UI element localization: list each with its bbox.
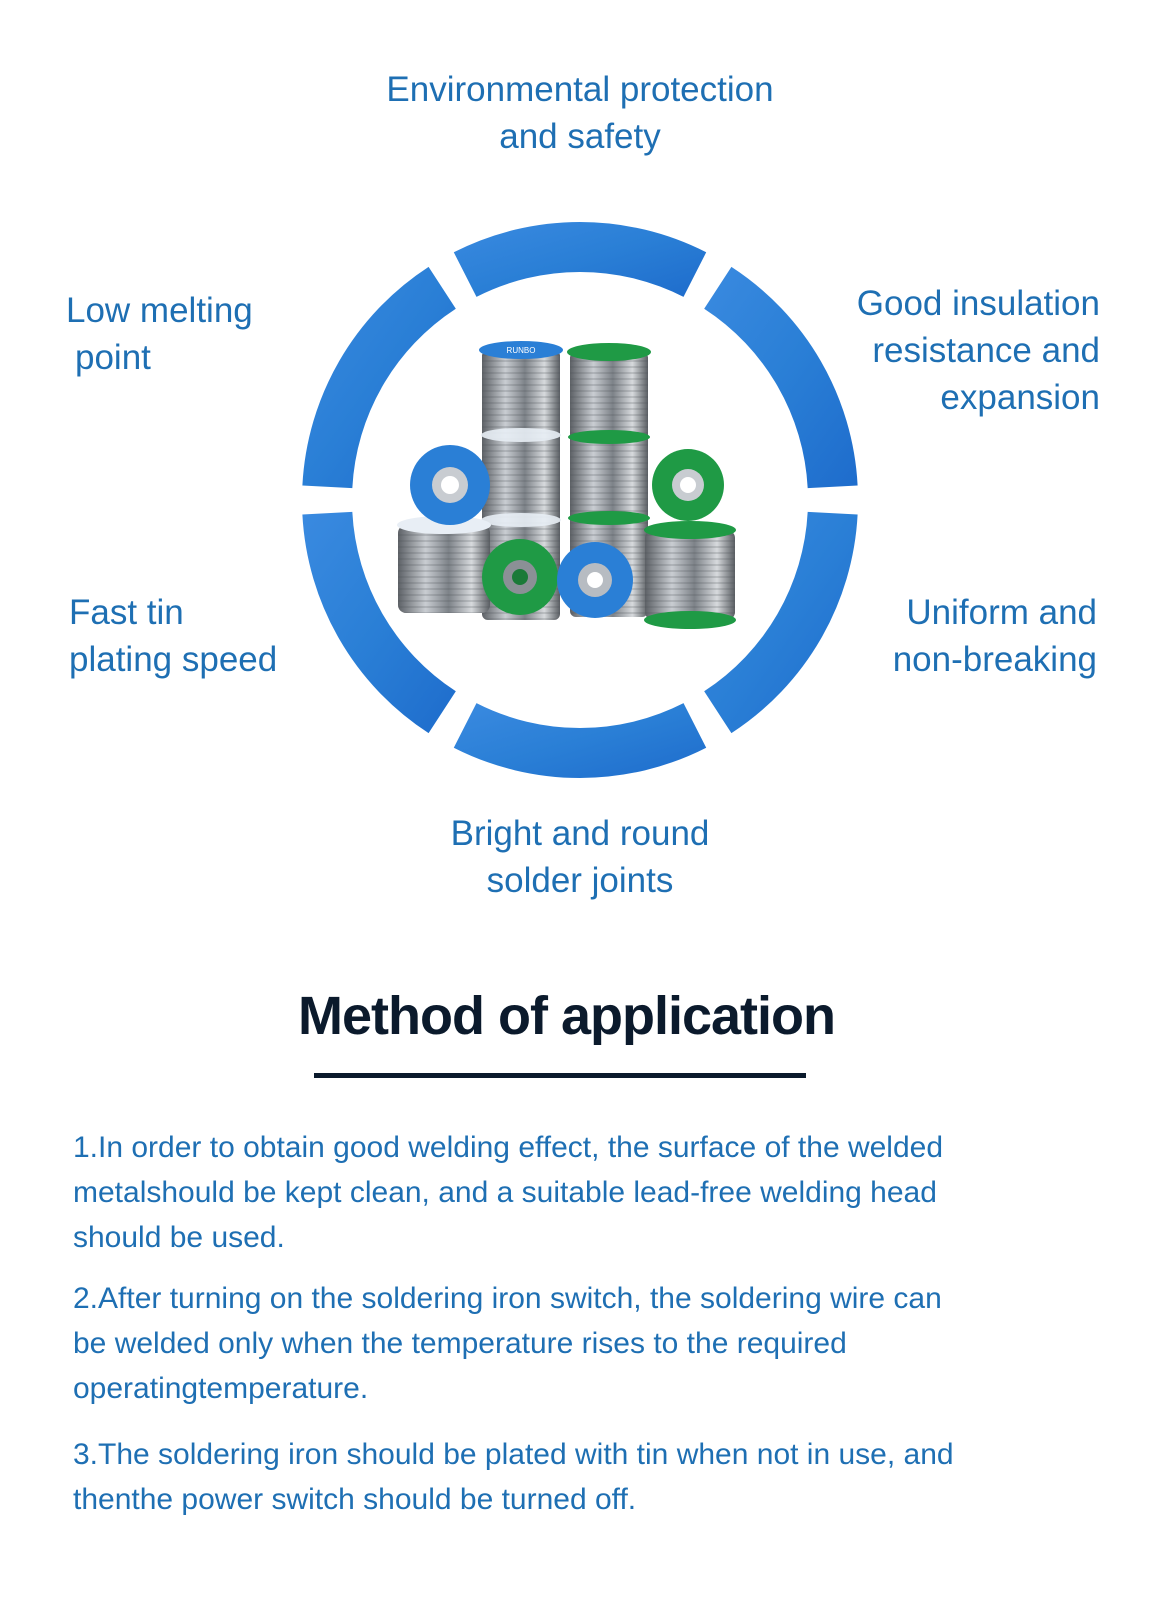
method-step-1 (73, 1125, 1073, 1260)
feature-line: Fast tin (69, 593, 184, 632)
spool-brand-label: RUNBO (506, 346, 536, 355)
step-line: 3.The soldering iron should be plated with tin when not in use, and (73, 1438, 954, 1471)
section-title: Method of application (298, 986, 835, 1046)
step-line: thenthe power switch should be turned off. (73, 1483, 637, 1516)
feature-line: Environmental protection (386, 70, 774, 109)
step-line: metalshould be kept clean, and a suitable lead-free welding head (73, 1176, 937, 1209)
feature-bright-solder-joints (390, 810, 770, 904)
feature-line: Low melting (66, 291, 253, 330)
spool-green-small (482, 539, 558, 615)
spool-blue-small (557, 542, 633, 618)
title-divider (314, 1073, 806, 1078)
method-step-3 (73, 1432, 1073, 1522)
feature-line: expansion (940, 378, 1100, 417)
feature-line: and safety (499, 117, 661, 156)
feature-line: non-breaking (892, 640, 1097, 679)
feature-line: Good insulation (856, 284, 1100, 323)
feature-line: Uniform and (906, 593, 1097, 632)
feature-line: Bright and round (450, 814, 710, 853)
ring-segment (454, 703, 706, 778)
step-line: 1.In order to obtain good welding effect, the surface of the welded (73, 1131, 944, 1164)
solder-wire-spools-icon (390, 340, 770, 640)
feature-environmental-protection (350, 66, 810, 160)
spool-blue-left (397, 445, 491, 613)
step-line: operatingtemperature. (73, 1372, 369, 1405)
step-line: 2.After turning on the soldering iron switch, the soldering wire can (73, 1282, 942, 1315)
method-step-2 (73, 1276, 1073, 1411)
step-line: should be used. (73, 1221, 285, 1254)
feature-line: point (75, 338, 151, 377)
step-line: be welded only when the temperature rises to the required (73, 1327, 847, 1360)
feature-line: plating speed (69, 640, 278, 679)
ring-segment (454, 222, 706, 297)
feature-line: resistance and (872, 331, 1100, 370)
spool-green-right (644, 449, 736, 629)
feature-line: solder joints (486, 861, 674, 900)
